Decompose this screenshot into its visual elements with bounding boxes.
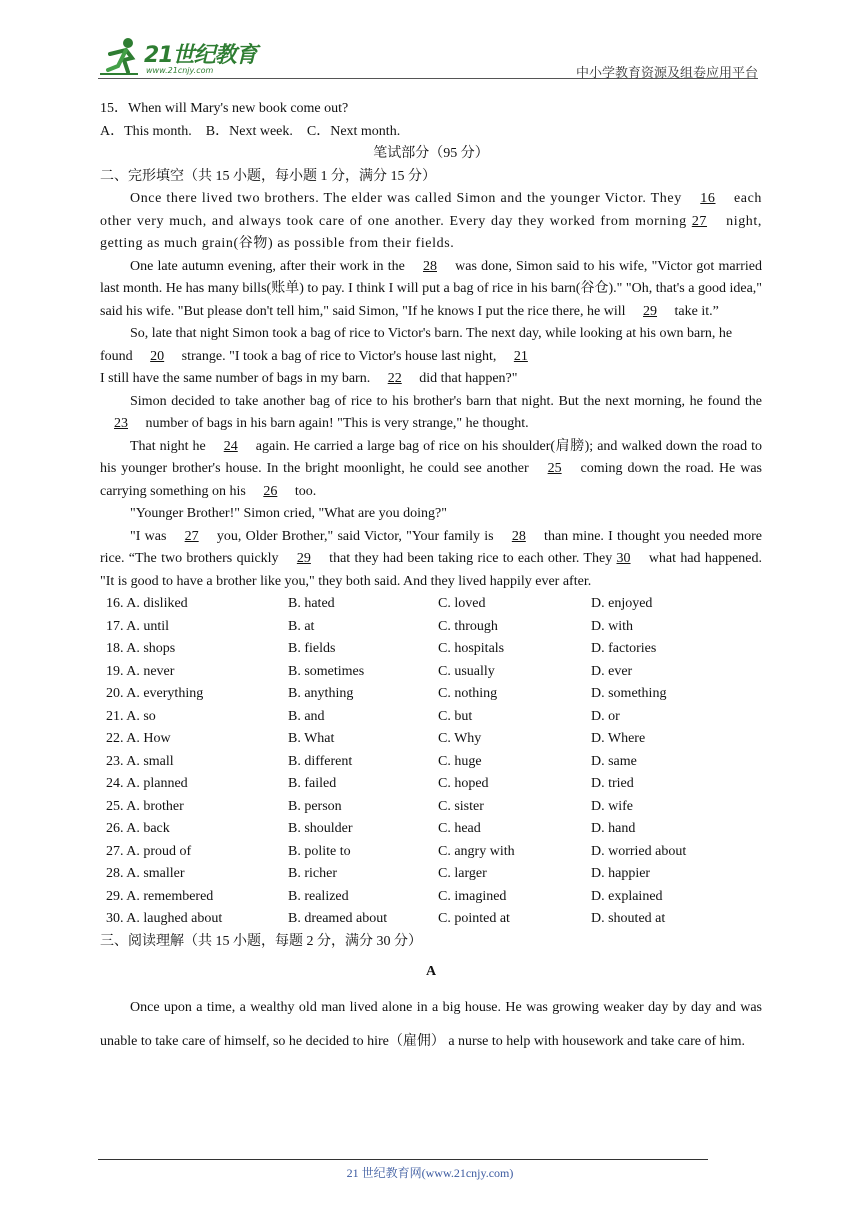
option-d: D. factories: [591, 641, 657, 656]
logo-text: 21世纪教育: [144, 43, 257, 68]
cloze-paragraph-3: So, late that night Simon took a bag of rice to Victor's barn. The next day, while looking at his own barn, he found 20 strange. "I took a bag of rice to Victor's house last night, 21 I still have the same number of bags in my barn. 22 did that happen?": [100, 326, 733, 386]
option-c: C. nothing: [438, 686, 498, 701]
option-a: 30. A. laughed about: [106, 911, 223, 926]
option-row: [100, 728, 762, 751]
option-c: C. hoped: [438, 776, 489, 791]
option-row: [100, 818, 762, 841]
option-row: [100, 908, 762, 931]
option-d: D. wife: [591, 798, 633, 814]
option-a: 21. A. so: [106, 708, 156, 724]
option-row: [100, 841, 762, 864]
option-row: [100, 638, 762, 661]
blank-25: 25: [547, 461, 562, 476]
option-row: [100, 593, 762, 616]
option-b: B. fields: [288, 641, 336, 656]
option-d: D. ever: [591, 663, 633, 679]
option-d: D. shouted at: [591, 911, 666, 926]
option-b: B. at: [288, 618, 315, 634]
blank-28: 28: [422, 258, 437, 274]
cloze-paragraph-1: Once there lived two brothers. The elder was called Simon and the younger Victor. They 16 each other very much, and always took care of one another. Every day they worked from morning 27 night, getting as much grain(谷物) as possible from their fields.: [100, 191, 762, 251]
option-a: 29. A. remembered: [106, 888, 214, 904]
option-a: 24. A. planned: [106, 776, 188, 791]
footer-text: 21 世纪教育网(www.21cnjy.com): [346, 1166, 514, 1180]
option-c: C. usually: [438, 663, 495, 679]
option-b: B. failed: [288, 776, 337, 791]
option-row: [100, 706, 762, 729]
option-b: B. sometimes: [288, 663, 365, 679]
reading-passage-a: Once upon a time, a wealthy old man lived alone in a big house. He was growing weaker day by day and was unable to take care of himself, so he decided to hire（雇佣） a nurse to help with housework and take care of him.: [100, 1000, 762, 1049]
cloze-paragraph-7: "I was 27 you, Older Brother," said Victor, "Your family is 28 than mine. I thought you needed more rice. “The two brothers quickly 29 that they had been taking rice to each other. They 30 what had happened. "It is good to have a brother like you," they both said. And they lived happily ever after.: [100, 528, 763, 589]
option-c: C. through: [438, 618, 498, 634]
option-c: C. pointed at: [438, 911, 510, 926]
cloze-options: [100, 593, 762, 931]
option-c: C. larger: [438, 866, 487, 881]
option-c: C. Why: [438, 731, 482, 746]
option-d: D. hand: [591, 821, 636, 836]
header-divider: [98, 78, 758, 79]
option-c: C. angry with: [438, 843, 515, 859]
option-c: C. but: [438, 708, 473, 724]
option-c: C. hospitals: [438, 641, 505, 656]
blank-26: 26: [263, 483, 278, 499]
option-b: B. hated: [288, 596, 335, 611]
runner-logo-icon: [98, 36, 142, 76]
option-c: C. imagined: [438, 888, 507, 904]
option-row: [100, 616, 762, 639]
blank-23: 23: [114, 416, 128, 431]
option-b: B. dreamed about: [288, 911, 388, 926]
option-row: [100, 773, 762, 796]
footer-divider: [98, 1159, 708, 1160]
option-row: [100, 886, 762, 909]
cloze-paragraph-6: "Younger Brother!" Simon cried, "What are you doing?": [130, 506, 447, 521]
option-d: D. or: [591, 708, 620, 724]
logo: [98, 36, 258, 76]
option-d: D. tried: [591, 776, 634, 791]
option-c: C. head: [438, 821, 481, 836]
option-a: 26. A. back: [106, 821, 170, 836]
cloze-paragraph-5: That night he 24 again. He carried a large bag of rice on his shoulder(肩膀); and walked down the road to his younger brother's house. In the bright moonlight, he could see another 25 coming down the road. He was carrying something on his 26 too.: [100, 438, 762, 499]
option-b: B. realized: [288, 888, 349, 904]
option-d: D. something: [591, 686, 667, 701]
option-a: 20. A. everything: [106, 686, 204, 701]
section-2-title: 二、完形填空（共 15 小题，每小题 1 分，满分 15 分）: [100, 168, 436, 184]
option-c: C. sister: [438, 798, 484, 814]
cloze-paragraph-2: One late autumn evening, after their work in the 28 was done, Simon said to his wife, "Victor got married last month. He has many bills(账单) to pay. I think I will put a bag of rice in his barn(谷仓)." "Oh, that's a good idea," said his wife. "But please don't tell him," said Simon, "If he knows I put the rice there, he will 29 take it.”: [100, 258, 762, 319]
option-row: [100, 661, 762, 684]
blank-27: 27: [691, 213, 708, 229]
option-b: B. What: [288, 731, 335, 746]
blank-30: 30: [616, 551, 631, 566]
blank-20: 20: [150, 348, 165, 364]
option-row: [100, 796, 762, 819]
option-row: [100, 683, 762, 706]
written-part-heading: 笔试部分（95 分）: [373, 146, 489, 161]
section-3-title: 三、阅读理解（共 15 小题，每题 2 分，满分 30 分）: [100, 933, 422, 949]
option-a: 16. A. disliked: [106, 596, 188, 611]
option-a: 22. A. How: [106, 731, 171, 746]
option-d: D. happier: [591, 866, 651, 881]
blank-29b: 29: [296, 551, 311, 566]
passage-label: A: [425, 964, 437, 979]
option-b: B. polite to: [288, 843, 351, 859]
blank-27b: 27: [184, 528, 199, 544]
page-header: [98, 30, 758, 78]
option-a: 28. A. smaller: [106, 866, 185, 881]
option-b: B. and: [288, 708, 325, 724]
option-a: 25. A. brother: [106, 798, 184, 814]
option-a: 18. A. shops: [106, 641, 176, 656]
option-a: 19. A. never: [106, 663, 175, 679]
option-c: C. huge: [438, 753, 482, 769]
option-a: 23. A. small: [106, 753, 174, 769]
blank-21: 21: [513, 348, 528, 364]
logo-url: www.21cnjy.com: [146, 66, 214, 75]
option-d: D. with: [591, 618, 633, 634]
cloze-paragraph-4: Simon decided to take another bag of rice to his brother's barn that night. But the next morning, he found the 23 number of bags in his barn again! "This is very strange," he thought.: [100, 391, 762, 436]
option-row: [100, 751, 762, 774]
header-platform-text: 中小学教育资源及组卷应用平台: [575, 65, 758, 80]
option-b: B. person: [288, 798, 342, 814]
option-row: [100, 863, 762, 886]
option-b: B. richer: [288, 866, 337, 881]
blank-22: 22: [387, 371, 402, 386]
option-d: D. explained: [591, 888, 663, 904]
question-15: 15．When will Mary's new book come out?: [100, 101, 349, 116]
option-d: D. worried about: [591, 843, 687, 859]
option-a: 17. A. until: [106, 618, 170, 634]
question-15-options: A．This month. B．Next week. C．Next month.: [100, 123, 401, 139]
option-d: D. same: [591, 753, 637, 769]
option-a: 27. A. proud of: [106, 843, 192, 859]
blank-29: 29: [643, 303, 658, 319]
option-d: D. enjoyed: [591, 596, 653, 611]
option-b: B. anything: [288, 686, 354, 701]
blank-28b: 28: [511, 528, 526, 544]
option-c: C. loved: [438, 596, 486, 611]
option-b: B. shoulder: [288, 821, 353, 836]
option-b: B. different: [288, 753, 353, 769]
blank-24: 24: [223, 438, 238, 454]
blank-16: 16: [700, 191, 716, 206]
document-body: [100, 98, 762, 1058]
option-d: D. Where: [591, 731, 646, 746]
